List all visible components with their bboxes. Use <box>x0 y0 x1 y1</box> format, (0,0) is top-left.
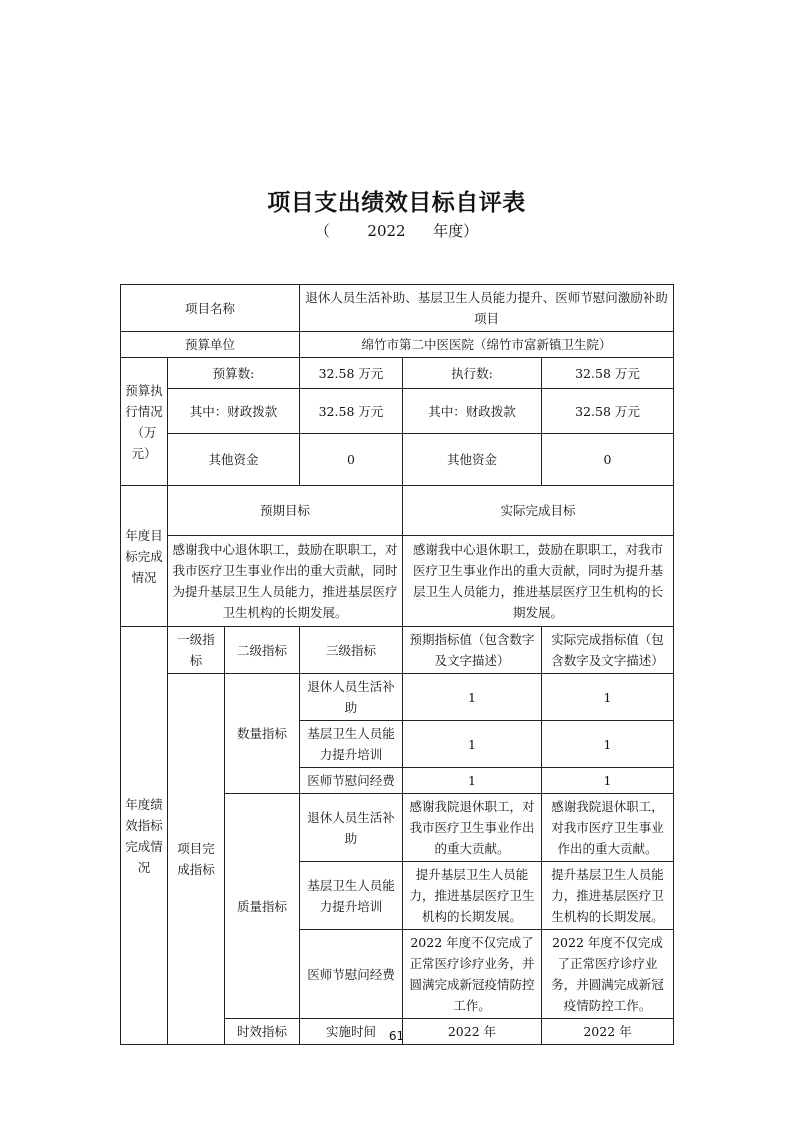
indicators-section-label: 年度绩效指标完成情况 <box>121 627 168 1045</box>
fiscal-budget-label: 其中：财政拨款 <box>168 389 300 434</box>
year-value: 2022 <box>367 222 406 240</box>
goals-section-label: 年度目标完成情况 <box>121 486 168 627</box>
table-row-expected: 感谢我院退休职工，对我市医疗卫生事业作出的重大贡献。 <box>403 794 542 862</box>
quantity-indicator-label: 数量指标 <box>225 674 300 794</box>
budget-unit-value: 绵竹市第二中医医院（绵竹市富新镇卫生院） <box>300 332 674 358</box>
other-budget-label: 其他资金 <box>168 434 300 486</box>
table-row-name: 基层卫生人员能力提升培训 <box>300 721 403 768</box>
table-row-expected: 提升基层卫生人员能力，推进基层医疗卫生机构的长期发展。 <box>403 862 542 930</box>
evaluation-table <box>120 284 674 1045</box>
table-row-actual: 1 <box>542 768 674 794</box>
table-row-name: 退休人员生活补助 <box>300 674 403 721</box>
table-row-actual: 2022 年度不仅完成了正常医疗诊疗业务，并圆满完成新冠疫情防控工作。 <box>542 930 674 1019</box>
level3-header: 三级指标 <box>300 627 403 674</box>
budget-amount-label: 预算数: <box>168 358 300 389</box>
actual-value-header: 实际完成指标值（包含数字及文字描述） <box>542 627 674 674</box>
page-number: 61 <box>388 1029 405 1043</box>
table-row-expected: 1 <box>403 674 542 721</box>
fiscal-budget-value: 32.58 万元 <box>300 389 403 434</box>
level2-header: 二级指标 <box>225 627 300 674</box>
project-name-value: 退休人员生活补助、基层卫生人员能力提升、医师节慰问激励补助项目 <box>300 285 674 332</box>
other-exec-label: 其他资金 <box>403 434 542 486</box>
year-line <box>0 220 793 241</box>
table-row-expected: 2022 年 <box>403 1019 542 1045</box>
page-title: 项目支出绩效目标自评表 <box>267 190 526 216</box>
table-row-actual: 1 <box>542 674 674 721</box>
actual-goal-text: 感谢我中心退休职工，鼓励在职职工，对我市医疗卫生事业作出的重大贡献，同时为提升基层卫生人员能力，推进基层医疗卫生机构的长期发展。 <box>403 536 674 627</box>
expected-goal-header: 预期目标 <box>168 486 403 536</box>
table-row-expected: 2022 年度不仅完成了正常医疗诊疗业务，并圆满完成新冠疫情防控工作。 <box>403 930 542 1019</box>
table-row-actual: 提升基层卫生人员能力，推进基层医疗卫生机构的长期发展。 <box>542 862 674 930</box>
table-row-expected: 1 <box>403 768 542 794</box>
project-name-label: 项目名称 <box>121 285 300 332</box>
expected-goal-text: 感谢我中心退休职工，鼓励在职职工，对我市医疗卫生事业作出的重大贡献，同时为提升基层卫生人员能力，推进基层医疗卫生机构的长期发展。 <box>168 536 403 627</box>
exec-amount-label: 执行数: <box>403 358 542 389</box>
table-row-name: 基层卫生人员能力提升培训 <box>300 862 403 930</box>
fiscal-exec-value: 32.58 万元 <box>542 389 674 434</box>
quality-indicator-label: 质量指标 <box>225 794 300 1019</box>
year-open: （ <box>314 222 330 240</box>
budget-unit-label: 预算单位 <box>121 332 300 358</box>
budget-amount-value: 32.58 万元 <box>300 358 403 389</box>
other-budget-value: 0 <box>300 434 403 486</box>
year-suffix: 年度） <box>433 222 479 240</box>
exec-amount-value: 32.58 万元 <box>542 358 674 389</box>
table-row-actual: 感谢我院退休职工，对我市医疗卫生事业作出的重大贡献。 <box>542 794 674 862</box>
fiscal-exec-label: 其中：财政拨款 <box>403 389 542 434</box>
level1-name: 项目完成指标 <box>168 674 225 1045</box>
table-row-name: 退休人员生活补助 <box>300 794 403 862</box>
table-row-name: 实施时间 <box>300 1019 403 1045</box>
budget-section-label: 预算执行情况（万元） <box>121 358 168 486</box>
expected-value-header: 预期指标值（包含数字及文字描述） <box>403 627 542 674</box>
timeliness-indicator-label: 时效指标 <box>225 1019 300 1045</box>
table-row-expected: 1 <box>403 721 542 768</box>
actual-goal-header: 实际完成目标 <box>403 486 674 536</box>
table-row-name: 医师节慰问经费 <box>300 930 403 1019</box>
other-exec-value: 0 <box>542 434 674 486</box>
level1-header: 一级指标 <box>168 627 225 674</box>
table-row-actual: 1 <box>542 721 674 768</box>
table-row-actual: 2022 年 <box>542 1019 674 1045</box>
table-row-name: 医师节慰问经费 <box>300 768 403 794</box>
